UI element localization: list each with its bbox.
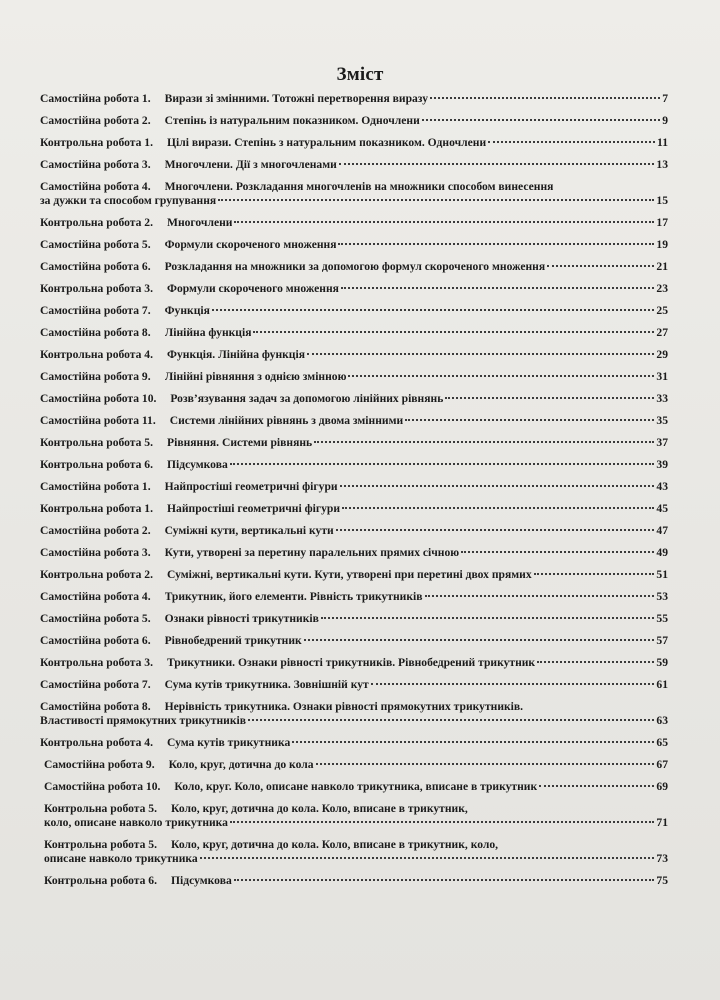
toc-entry bbox=[40, 348, 668, 362]
dot-leader bbox=[422, 119, 660, 121]
toc-entry-label: Самостійна робота 10. bbox=[40, 392, 157, 405]
toc-entry-label: Самостійна робота 2. bbox=[40, 524, 151, 537]
toc-entry bbox=[40, 436, 668, 450]
toc-entry-label: Самостійна робота 8. bbox=[40, 700, 151, 713]
dot-leader bbox=[307, 353, 654, 355]
toc-entry-title: Лінійні рівняння з однією змінною bbox=[164, 370, 347, 383]
toc-entry-title: Рівнобедрений трикутник bbox=[164, 634, 302, 647]
toc-entry-title: Підсумкова bbox=[167, 458, 228, 471]
dot-leader bbox=[304, 639, 655, 641]
toc-entry-label: Самостійна робота 10. bbox=[44, 780, 161, 793]
dot-leader bbox=[212, 309, 655, 311]
toc-entry-page: 71 bbox=[656, 816, 668, 829]
toc-entry-title: Трикутник, його елементи. Рівність трикутників bbox=[164, 590, 423, 603]
dot-leader bbox=[321, 617, 655, 619]
dot-leader bbox=[314, 441, 654, 443]
toc-entry-label: Самостійна робота 9. bbox=[40, 370, 151, 383]
toc-entry-page: 33 bbox=[656, 392, 668, 405]
dot-leader bbox=[218, 199, 654, 201]
toc-entry-label: Самостійна робота 2. bbox=[40, 114, 151, 127]
toc-entry-title: Функція. Лінійна функція bbox=[167, 348, 305, 361]
dot-leader bbox=[445, 397, 654, 399]
toc-entry-title: Многочлени bbox=[167, 216, 233, 229]
toc-entry-page: 57 bbox=[656, 634, 668, 647]
toc-entry bbox=[40, 502, 668, 516]
toc-entry-title: Многочлени. Розкладання многочленів на множники способом винесення bbox=[164, 180, 554, 193]
toc-entry-label: Самостійна робота 5. bbox=[40, 238, 151, 251]
toc-entry bbox=[40, 700, 668, 728]
toc-entry-title-continued: описане навколо трикутника bbox=[44, 852, 198, 865]
toc-entry-title: Рівняння. Системи рівнянь bbox=[167, 436, 313, 449]
toc-entry-title: Коло, круг, дотична до кола. Коло, вписане в трикутник, коло, bbox=[171, 838, 499, 851]
toc-entry bbox=[40, 114, 668, 128]
toc-entry-label: Самостійна робота 6. bbox=[40, 260, 151, 273]
dot-leader bbox=[316, 763, 655, 765]
toc-entry-page: 35 bbox=[656, 414, 668, 427]
toc-entry-page: 51 bbox=[656, 568, 668, 581]
toc-entry bbox=[40, 758, 668, 772]
toc-entry-page: 29 bbox=[656, 348, 668, 361]
toc-entry bbox=[40, 736, 668, 750]
toc-entry-title: Цілі вирази. Степінь з натуральним показником. Одночлени bbox=[167, 136, 487, 149]
toc-entry-label: Контрольна робота 3. bbox=[40, 656, 154, 669]
toc-entry bbox=[40, 480, 668, 494]
toc-entry-page: 75 bbox=[656, 874, 668, 887]
toc-entry-title: Підсумкова bbox=[171, 874, 232, 887]
dot-leader bbox=[230, 463, 655, 465]
dot-leader bbox=[488, 141, 655, 143]
toc-entry-page: 49 bbox=[656, 546, 668, 559]
toc-entry-title: Вирази зі змінними. Тотожні перетворення виразу bbox=[164, 92, 429, 105]
dot-leader bbox=[292, 741, 654, 743]
toc-entry-page: 45 bbox=[656, 502, 668, 515]
toc-entry-label: Контрольна робота 5. bbox=[44, 838, 158, 851]
toc-entry-label: Самостійна робота 7. bbox=[40, 304, 151, 317]
toc-entry-title: Ознаки рівності трикутників bbox=[164, 612, 319, 625]
toc-entry bbox=[40, 158, 668, 172]
toc-entry-page: 69 bbox=[656, 780, 668, 793]
toc-entry-page: 43 bbox=[656, 480, 668, 493]
dot-leader bbox=[248, 719, 654, 721]
dot-leader bbox=[537, 661, 654, 663]
toc-entry-page: 59 bbox=[656, 656, 668, 669]
toc-entry-label: Контрольна робота 5. bbox=[44, 802, 158, 815]
toc-entry-label: Контрольна робота 6. bbox=[40, 458, 154, 471]
toc-entry-page: 37 bbox=[656, 436, 668, 449]
toc-entry-page: 13 bbox=[656, 158, 668, 171]
toc-entry bbox=[40, 260, 668, 274]
toc-entry bbox=[40, 326, 668, 340]
toc-entry bbox=[40, 546, 668, 560]
dot-leader bbox=[534, 573, 655, 575]
toc-entry bbox=[40, 392, 668, 406]
toc-entry-label: Самостійна робота 11. bbox=[40, 414, 156, 427]
toc-entry bbox=[40, 802, 668, 830]
toc-entry bbox=[40, 524, 668, 538]
toc-entry bbox=[40, 780, 668, 794]
toc-entry-page: 15 bbox=[656, 194, 668, 207]
toc-entry-page: 55 bbox=[656, 612, 668, 625]
toc-entry bbox=[40, 634, 668, 648]
toc-entry bbox=[40, 282, 668, 296]
dot-leader bbox=[234, 221, 654, 223]
toc-entry-title: Коло, круг, дотична до кола. Коло, вписане в трикутник, bbox=[171, 802, 468, 815]
toc-entry-label: Самостійна робота 1. bbox=[40, 480, 151, 493]
toc-entry bbox=[40, 216, 668, 230]
toc-entry-label: Самостійна робота 6. bbox=[40, 634, 151, 647]
toc-entry-label: Контрольна робота 5. bbox=[40, 436, 154, 449]
toc-entry-label: Самостійна робота 3. bbox=[40, 546, 151, 559]
toc-entry-page: 11 bbox=[657, 136, 668, 149]
dot-leader bbox=[338, 243, 654, 245]
toc-entry-title: Многочлени. Дії з многочленами bbox=[164, 158, 337, 171]
toc-entry-page: 21 bbox=[656, 260, 668, 273]
toc-entry-page: 53 bbox=[656, 590, 668, 603]
toc-entry-title: Найпростіші геометричні фігури bbox=[164, 480, 338, 493]
toc-entry-title: Найпростіші геометричні фігури bbox=[167, 502, 341, 515]
toc-entry-title: Лінійна функція bbox=[164, 326, 252, 339]
toc-entry-page: 9 bbox=[662, 114, 668, 127]
toc-entry-page: 25 bbox=[656, 304, 668, 317]
toc-entry bbox=[40, 180, 668, 208]
toc-entry bbox=[40, 838, 668, 866]
toc-entry-page: 73 bbox=[656, 852, 668, 865]
toc-entry bbox=[40, 458, 668, 472]
toc-entry-title: Кути, утворені за перетину паралельних прямих січною bbox=[164, 546, 460, 559]
toc-entry bbox=[40, 568, 668, 582]
toc-entry bbox=[40, 370, 668, 384]
toc-entry-title-continued: Властивості прямокутних трикутників bbox=[40, 714, 246, 727]
toc-entry-page: 31 bbox=[656, 370, 668, 383]
toc-entry-page: 39 bbox=[656, 458, 668, 471]
toc-entry bbox=[40, 304, 668, 318]
dot-leader bbox=[200, 857, 655, 859]
toc-entry-title: Нерівність трикутника. Ознаки рівності прямокутних трикутників. bbox=[164, 700, 524, 713]
dot-leader bbox=[336, 529, 655, 531]
toc-entry bbox=[40, 92, 668, 106]
page-title: Зміст bbox=[336, 64, 384, 85]
toc-entry bbox=[40, 590, 668, 604]
dot-leader bbox=[539, 785, 654, 787]
toc-entry-title: Суміжні кути, вертикальні кути bbox=[164, 524, 334, 537]
toc-entry bbox=[40, 612, 668, 626]
toc-entry-page: 7 bbox=[662, 92, 668, 105]
toc-entry-page: 23 bbox=[656, 282, 668, 295]
dot-leader bbox=[461, 551, 654, 553]
toc-entry-title: Степінь із натуральним показником. Одночлени bbox=[164, 114, 420, 127]
dot-leader bbox=[253, 331, 654, 333]
dot-leader bbox=[341, 287, 655, 289]
toc-entry bbox=[40, 414, 668, 428]
dot-leader bbox=[547, 265, 654, 267]
toc-entry-page: 65 bbox=[656, 736, 668, 749]
toc-entry-page: 63 bbox=[656, 714, 668, 727]
toc-entry-title-continued: за дужки та способом групування bbox=[40, 194, 217, 207]
toc-entry bbox=[40, 238, 668, 252]
toc-entry-title: Сума кутів трикутника bbox=[167, 736, 291, 749]
dot-leader bbox=[405, 419, 654, 421]
toc-entry-page: 61 bbox=[656, 678, 668, 691]
toc-entry-page: 47 bbox=[656, 524, 668, 537]
toc-entry bbox=[40, 874, 668, 888]
toc-entry-title: Формули скороченого множення bbox=[167, 282, 339, 295]
toc-entry-page: 27 bbox=[656, 326, 668, 339]
dot-leader bbox=[230, 821, 654, 823]
toc-entry-label: Контрольна робота 2. bbox=[40, 216, 154, 229]
toc-entry-label: Самостійна робота 4. bbox=[40, 180, 151, 193]
toc-entry bbox=[40, 656, 668, 670]
toc-entry-title: Розв’язування задач за допомогою лінійних рівнянь bbox=[170, 392, 444, 405]
dot-leader bbox=[425, 595, 655, 597]
toc-entry-title: Коло, круг. Коло, описане навколо трикутника, вписане в трикутник bbox=[174, 780, 538, 793]
dot-leader bbox=[342, 507, 654, 509]
toc-entry-title: Коло, круг, дотична до кола bbox=[168, 758, 314, 771]
dot-leader bbox=[430, 97, 660, 99]
toc-entry-title: Функція bbox=[164, 304, 210, 317]
dot-leader bbox=[234, 879, 655, 881]
table-of-contents bbox=[40, 92, 668, 896]
toc-entry-title: Суміжні, вертикальні кути. Кути, утворені при перетині двох прямих bbox=[167, 568, 532, 581]
toc-entry-label: Самостійна робота 4. bbox=[40, 590, 151, 603]
toc-entry-title-continued: коло, описане навколо трикутника bbox=[44, 816, 228, 829]
toc-entry bbox=[40, 678, 668, 692]
dot-leader bbox=[339, 163, 655, 165]
toc-entry-label: Контрольна робота 3. bbox=[40, 282, 154, 295]
toc-entry-label: Самостійна робота 8. bbox=[40, 326, 151, 339]
toc-entry-label: Контрольна робота 2. bbox=[40, 568, 154, 581]
toc-entry-label: Контрольна робота 4. bbox=[40, 736, 154, 749]
toc-entry-label: Контрольна робота 1. bbox=[40, 502, 154, 515]
toc-entry-title: Трикутники. Ознаки рівності трикутників. Рівнобедрений трикутник bbox=[167, 656, 536, 669]
toc-entry-label: Самостійна робота 7. bbox=[40, 678, 151, 691]
toc-entry-label: Контрольна робота 4. bbox=[40, 348, 154, 361]
toc-entry-title: Розкладання на множники за допомогою формул скороченого множення bbox=[164, 260, 546, 273]
dot-leader bbox=[340, 485, 655, 487]
toc-entry-title: Системи лінійних рівнянь з двома змінними bbox=[169, 414, 404, 427]
toc-entry-title: Формули скороченого множення bbox=[164, 238, 337, 251]
toc-entry-page: 19 bbox=[656, 238, 668, 251]
dot-leader bbox=[371, 683, 655, 685]
dot-leader bbox=[348, 375, 654, 377]
toc-entry bbox=[40, 136, 668, 150]
toc-entry-label: Контрольна робота 1. bbox=[40, 136, 154, 149]
toc-entry-label: Контрольна робота 6. bbox=[44, 874, 158, 887]
toc-entry-label: Самостійна робота 1. bbox=[40, 92, 151, 105]
toc-entry-label: Самостійна робота 5. bbox=[40, 612, 151, 625]
toc-entry-page: 17 bbox=[656, 216, 668, 229]
toc-entry-label: Самостійна робота 3. bbox=[40, 158, 151, 171]
toc-entry-page: 67 bbox=[656, 758, 668, 771]
toc-entry-label: Самостійна робота 9. bbox=[44, 758, 155, 771]
toc-entry-title: Сума кутів трикутника. Зовнішній кут bbox=[164, 678, 369, 691]
